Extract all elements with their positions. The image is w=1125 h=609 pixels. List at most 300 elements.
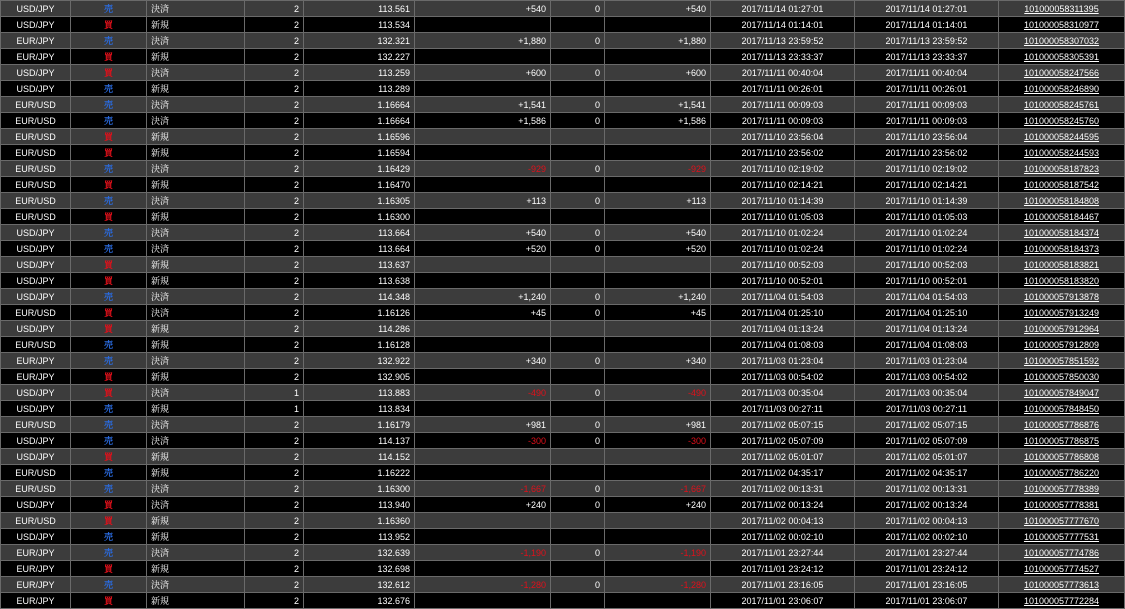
side-cell: 売 — [71, 161, 147, 177]
lots-cell: 2 — [245, 49, 304, 65]
table-row — [1, 97, 1125, 113]
side-cell: 買 — [71, 17, 147, 33]
lots-cell: 2 — [245, 433, 304, 449]
ticket-link[interactable]: 101000058184374 — [1023, 227, 1100, 238]
type-cell: 決済 — [147, 1, 245, 17]
table-row — [1, 385, 1125, 401]
ticket-link[interactable]: 101000057774527 — [1023, 563, 1100, 574]
ticket-link[interactable]: 101000058245761 — [1023, 99, 1100, 110]
ticket-link[interactable]: 101000057851592 — [1023, 355, 1100, 366]
total-cell: +1,880 — [605, 33, 711, 49]
close-time-cell: 2017/11/04 01:08:03 — [855, 337, 999, 353]
lots-cell: 2 — [245, 33, 304, 49]
price-cell: 113.664 — [304, 241, 415, 257]
pl-cell — [415, 529, 551, 545]
close-time-cell: 2017/11/01 23:24:12 — [855, 561, 999, 577]
ticket-link[interactable]: 101000057848450 — [1023, 403, 1100, 414]
type-cell: 新規 — [147, 145, 245, 161]
pl-cell — [415, 465, 551, 481]
side-cell: 買 — [71, 497, 147, 513]
open-time-cell: 2017/11/02 00:04:13 — [711, 513, 855, 529]
ticket-cell — [999, 305, 1125, 321]
lots-cell: 2 — [245, 353, 304, 369]
close-time-cell: 2017/11/01 23:27:44 — [855, 545, 999, 561]
ticket-cell — [999, 513, 1125, 529]
table-row — [1, 513, 1125, 529]
lots-cell: 2 — [245, 257, 304, 273]
ticket-link[interactable]: 101000058187542 — [1023, 179, 1100, 190]
ticket-link[interactable]: 101000057912809 — [1023, 339, 1100, 350]
ticket-link[interactable]: 101000058184373 — [1023, 243, 1100, 254]
lots-cell: 2 — [245, 529, 304, 545]
total-cell: -1,190 — [605, 545, 711, 561]
pl-cell: +1,880 — [415, 33, 551, 49]
pair-cell: USD/JPY — [1, 385, 71, 401]
pl-cell: -490 — [415, 385, 551, 401]
pair-cell: USD/JPY — [1, 289, 71, 305]
ticket-link[interactable]: 101000058183821 — [1023, 259, 1100, 270]
swap-cell — [551, 337, 605, 353]
pair-cell: USD/JPY — [1, 225, 71, 241]
close-time-cell: 2017/11/10 23:56:02 — [855, 145, 999, 161]
side-cell: 売 — [71, 465, 147, 481]
ticket-link[interactable]: 101000057786808 — [1023, 451, 1100, 462]
ticket-link[interactable]: 101000057777670 — [1023, 515, 1100, 526]
total-cell — [605, 177, 711, 193]
lots-cell: 2 — [245, 545, 304, 561]
swap-cell: 0 — [551, 225, 605, 241]
ticket-link[interactable]: 101000058305391 — [1023, 51, 1100, 62]
pair-cell: EUR/USD — [1, 209, 71, 225]
open-time-cell: 2017/11/10 23:56:04 — [711, 129, 855, 145]
type-cell: 決済 — [147, 481, 245, 497]
pl-cell — [415, 129, 551, 145]
ticket-link[interactable]: 101000057774786 — [1023, 547, 1100, 558]
side-cell: 売 — [71, 529, 147, 545]
ticket-link[interactable]: 101000057773613 — [1023, 579, 1100, 590]
ticket-link[interactable]: 101000057786220 — [1023, 467, 1100, 478]
open-time-cell: 2017/11/14 01:27:01 — [711, 1, 855, 17]
pl-cell — [415, 369, 551, 385]
ticket-link[interactable]: 101000057777531 — [1023, 531, 1100, 542]
pair-cell: EUR/JPY — [1, 33, 71, 49]
pair-cell: USD/JPY — [1, 529, 71, 545]
open-time-cell: 2017/11/04 01:25:10 — [711, 305, 855, 321]
ticket-link[interactable]: 101000057786875 — [1023, 435, 1100, 446]
close-time-cell: 2017/11/02 00:02:10 — [855, 529, 999, 545]
lots-cell: 2 — [245, 305, 304, 321]
ticket-cell — [999, 433, 1125, 449]
table-row — [1, 433, 1125, 449]
side-cell: 買 — [71, 561, 147, 577]
ticket-cell — [999, 193, 1125, 209]
open-time-cell: 2017/11/10 00:52:01 — [711, 273, 855, 289]
pl-cell — [415, 321, 551, 337]
pl-cell: +113 — [415, 193, 551, 209]
pair-cell: USD/JPY — [1, 401, 71, 417]
table-row — [1, 81, 1125, 97]
pl-cell — [415, 337, 551, 353]
open-time-cell: 2017/11/02 05:07:09 — [711, 433, 855, 449]
price-cell: 114.348 — [304, 289, 415, 305]
total-cell — [605, 529, 711, 545]
pl-cell — [415, 257, 551, 273]
total-cell: +1,586 — [605, 113, 711, 129]
price-cell: 1.16126 — [304, 305, 415, 321]
table-row — [1, 273, 1125, 289]
total-cell — [605, 513, 711, 529]
ticket-cell — [999, 369, 1125, 385]
side-cell: 売 — [71, 241, 147, 257]
swap-cell — [551, 401, 605, 417]
ticket-cell — [999, 145, 1125, 161]
type-cell: 決済 — [147, 193, 245, 209]
type-cell: 新規 — [147, 513, 245, 529]
ticket-link[interactable]: 101000057778389 — [1023, 483, 1100, 494]
price-cell: 113.259 — [304, 65, 415, 81]
swap-cell: 0 — [551, 65, 605, 81]
lots-cell: 2 — [245, 17, 304, 33]
side-cell: 売 — [71, 33, 147, 49]
lots-cell: 2 — [245, 337, 304, 353]
side-cell: 買 — [71, 257, 147, 273]
table-row — [1, 417, 1125, 433]
type-cell: 決済 — [147, 497, 245, 513]
side-cell: 買 — [71, 129, 147, 145]
side-cell: 売 — [71, 337, 147, 353]
close-time-cell: 2017/11/10 23:56:04 — [855, 129, 999, 145]
type-cell: 新規 — [147, 209, 245, 225]
lots-cell: 2 — [245, 209, 304, 225]
ticket-link[interactable]: 101000057849047 — [1023, 387, 1100, 398]
ticket-cell — [999, 129, 1125, 145]
open-time-cell: 2017/11/01 23:24:12 — [711, 561, 855, 577]
open-time-cell: 2017/11/03 00:27:11 — [711, 401, 855, 417]
lots-cell: 2 — [245, 289, 304, 305]
ticket-link[interactable]: 101000058311395 — [1024, 3, 1099, 14]
close-time-cell: 2017/11/02 00:13:24 — [855, 497, 999, 513]
pair-cell: EUR/JPY — [1, 353, 71, 369]
total-cell: +113 — [605, 193, 711, 209]
pl-cell — [415, 513, 551, 529]
table-row — [1, 49, 1125, 65]
ticket-cell — [999, 321, 1125, 337]
price-cell: 1.16470 — [304, 177, 415, 193]
side-cell: 買 — [71, 369, 147, 385]
swap-cell — [551, 145, 605, 161]
ticket-link[interactable]: 101000058244593 — [1023, 147, 1100, 158]
swap-cell — [551, 257, 605, 273]
swap-cell: 0 — [551, 193, 605, 209]
pl-cell — [415, 145, 551, 161]
ticket-cell — [999, 497, 1125, 513]
open-time-cell: 2017/11/02 05:07:15 — [711, 417, 855, 433]
ticket-cell — [999, 385, 1125, 401]
ticket-cell — [999, 225, 1125, 241]
side-cell: 売 — [71, 433, 147, 449]
side-cell: 買 — [71, 513, 147, 529]
lots-cell: 2 — [245, 593, 304, 609]
ticket-cell — [999, 161, 1125, 177]
ticket-cell — [999, 481, 1125, 497]
open-time-cell: 2017/11/11 00:09:03 — [711, 113, 855, 129]
open-time-cell: 2017/11/13 23:33:37 — [711, 49, 855, 65]
price-cell: 113.940 — [304, 497, 415, 513]
close-time-cell: 2017/11/11 00:26:01 — [855, 81, 999, 97]
close-time-cell: 2017/11/10 01:14:39 — [855, 193, 999, 209]
open-time-cell: 2017/11/14 01:14:01 — [711, 17, 855, 33]
type-cell: 決済 — [147, 545, 245, 561]
open-time-cell: 2017/11/02 04:35:17 — [711, 465, 855, 481]
open-time-cell: 2017/11/13 23:59:52 — [711, 33, 855, 49]
swap-cell — [551, 449, 605, 465]
ticket-link[interactable]: 101000058247566 — [1023, 67, 1100, 78]
open-time-cell: 2017/11/10 01:02:24 — [711, 225, 855, 241]
pl-cell: +981 — [415, 417, 551, 433]
side-cell: 買 — [71, 65, 147, 81]
pl-cell: +1,586 — [415, 113, 551, 129]
pair-cell: USD/JPY — [1, 321, 71, 337]
swap-cell: 0 — [551, 385, 605, 401]
total-cell: -490 — [605, 385, 711, 401]
pair-cell: EUR/USD — [1, 193, 71, 209]
pair-cell: USD/JPY — [1, 17, 71, 33]
open-time-cell: 2017/11/04 01:54:03 — [711, 289, 855, 305]
ticket-link[interactable]: 101000057850030 — [1023, 371, 1100, 382]
type-cell: 新規 — [147, 369, 245, 385]
total-cell: -929 — [605, 161, 711, 177]
side-cell: 買 — [71, 449, 147, 465]
type-cell: 決済 — [147, 417, 245, 433]
type-cell: 新規 — [147, 129, 245, 145]
ticket-link[interactable]: 101000057913249 — [1023, 307, 1100, 318]
table-row — [1, 1, 1125, 17]
total-cell — [605, 273, 711, 289]
table-row — [1, 65, 1125, 81]
ticket-cell — [999, 113, 1125, 129]
pair-cell: EUR/JPY — [1, 593, 71, 609]
table-row — [1, 225, 1125, 241]
ticket-link[interactable]: 101000058184467 — [1023, 211, 1100, 222]
lots-cell: 2 — [245, 577, 304, 593]
close-time-cell: 2017/11/02 04:35:17 — [855, 465, 999, 481]
total-cell — [605, 145, 711, 161]
pl-cell: -300 — [415, 433, 551, 449]
ticket-link[interactable]: 101000058184808 — [1023, 195, 1100, 206]
type-cell: 決済 — [147, 97, 245, 113]
side-cell: 売 — [71, 81, 147, 97]
lots-cell: 2 — [245, 113, 304, 129]
swap-cell — [551, 209, 605, 225]
pair-cell: EUR/USD — [1, 465, 71, 481]
table-row — [1, 193, 1125, 209]
swap-cell: 0 — [551, 113, 605, 129]
open-time-cell: 2017/11/01 23:27:44 — [711, 545, 855, 561]
total-cell: -300 — [605, 433, 711, 449]
total-cell: -1,280 — [605, 577, 711, 593]
open-time-cell: 2017/11/01 23:16:05 — [711, 577, 855, 593]
price-cell: 132.905 — [304, 369, 415, 385]
table-row — [1, 577, 1125, 593]
lots-cell: 2 — [245, 225, 304, 241]
side-cell: 売 — [71, 481, 147, 497]
pair-cell: USD/JPY — [1, 241, 71, 257]
table-row — [1, 289, 1125, 305]
total-cell: +981 — [605, 417, 711, 433]
type-cell: 新規 — [147, 337, 245, 353]
total-cell — [605, 49, 711, 65]
table-row — [1, 209, 1125, 225]
table-row — [1, 337, 1125, 353]
pl-cell: +340 — [415, 353, 551, 369]
lots-cell: 2 — [245, 81, 304, 97]
swap-cell: 0 — [551, 545, 605, 561]
type-cell: 決済 — [147, 225, 245, 241]
lots-cell: 2 — [245, 161, 304, 177]
price-cell: 132.227 — [304, 49, 415, 65]
ticket-link[interactable]: 101000058307032 — [1023, 35, 1100, 46]
close-time-cell: 2017/11/10 02:14:21 — [855, 177, 999, 193]
pl-cell: +600 — [415, 65, 551, 81]
side-cell: 売 — [71, 193, 147, 209]
close-time-cell: 2017/11/03 00:35:04 — [855, 385, 999, 401]
price-cell: 114.137 — [304, 433, 415, 449]
ticket-cell — [999, 241, 1125, 257]
type-cell: 新規 — [147, 321, 245, 337]
total-cell: +600 — [605, 65, 711, 81]
total-cell — [605, 17, 711, 33]
total-cell — [605, 257, 711, 273]
ticket-link[interactable]: 101000058245760 — [1023, 115, 1100, 126]
type-cell: 決済 — [147, 65, 245, 81]
total-cell: +240 — [605, 497, 711, 513]
type-cell: 新規 — [147, 449, 245, 465]
pl-cell: +540 — [415, 225, 551, 241]
side-cell: 買 — [71, 385, 147, 401]
total-cell: +540 — [605, 1, 711, 17]
close-time-cell: 2017/11/10 01:02:24 — [855, 225, 999, 241]
pair-cell: USD/JPY — [1, 81, 71, 97]
ticket-cell — [999, 81, 1125, 97]
ticket-cell — [999, 65, 1125, 81]
lots-cell: 2 — [245, 497, 304, 513]
open-time-cell: 2017/11/01 23:06:07 — [711, 593, 855, 609]
swap-cell: 0 — [551, 497, 605, 513]
ticket-link[interactable]: 101000057912964 — [1023, 323, 1100, 334]
pair-cell: USD/JPY — [1, 65, 71, 81]
table-row — [1, 305, 1125, 321]
close-time-cell: 2017/11/14 01:14:01 — [855, 17, 999, 33]
total-cell: -1,667 — [605, 481, 711, 497]
ticket-link[interactable]: 101000057778381 — [1023, 499, 1100, 510]
type-cell: 新規 — [147, 401, 245, 417]
side-cell: 売 — [71, 353, 147, 369]
swap-cell: 0 — [551, 305, 605, 321]
swap-cell — [551, 513, 605, 529]
ticket-cell — [999, 561, 1125, 577]
type-cell: 新規 — [147, 81, 245, 97]
swap-cell: 0 — [551, 97, 605, 113]
ticket-cell — [999, 49, 1125, 65]
ticket-cell — [999, 593, 1125, 609]
swap-cell — [551, 177, 605, 193]
pl-cell — [415, 593, 551, 609]
ticket-link[interactable]: 101000058244595 — [1023, 131, 1100, 142]
price-cell: 132.676 — [304, 593, 415, 609]
lots-cell: 2 — [245, 193, 304, 209]
total-cell — [605, 401, 711, 417]
side-cell: 買 — [71, 209, 147, 225]
pl-cell: -1,667 — [415, 481, 551, 497]
swap-cell: 0 — [551, 241, 605, 257]
open-time-cell: 2017/11/11 00:09:03 — [711, 97, 855, 113]
ticket-link[interactable]: 101000058310977 — [1023, 19, 1100, 30]
ticket-cell — [999, 353, 1125, 369]
pair-cell: EUR/USD — [1, 481, 71, 497]
type-cell: 決済 — [147, 385, 245, 401]
side-cell: 売 — [71, 545, 147, 561]
ticket-link[interactable]: 101000058187823 — [1023, 163, 1100, 174]
open-time-cell: 2017/11/04 01:08:03 — [711, 337, 855, 353]
trade-rows — [1, 1, 1125, 609]
close-time-cell: 2017/11/14 01:27:01 — [855, 1, 999, 17]
open-time-cell: 2017/11/11 00:26:01 — [711, 81, 855, 97]
table-row — [1, 369, 1125, 385]
close-time-cell: 2017/11/04 01:25:10 — [855, 305, 999, 321]
ticket-link[interactable]: 101000057786876 — [1023, 419, 1100, 430]
ticket-cell — [999, 257, 1125, 273]
price-cell: 1.16429 — [304, 161, 415, 177]
table-row — [1, 529, 1125, 545]
total-cell: +45 — [605, 305, 711, 321]
price-cell: 1.16128 — [304, 337, 415, 353]
pl-cell: +520 — [415, 241, 551, 257]
pair-cell: USD/JPY — [1, 449, 71, 465]
open-time-cell: 2017/11/10 01:02:24 — [711, 241, 855, 257]
close-time-cell: 2017/11/03 00:54:02 — [855, 369, 999, 385]
price-cell: 132.639 — [304, 545, 415, 561]
ticket-link[interactable]: 101000057772284 — [1023, 595, 1100, 606]
open-time-cell: 2017/11/10 00:52:03 — [711, 257, 855, 273]
price-cell: 132.612 — [304, 577, 415, 593]
close-time-cell: 2017/11/03 01:23:04 — [855, 353, 999, 369]
pl-cell: +45 — [415, 305, 551, 321]
table-row — [1, 353, 1125, 369]
side-cell: 売 — [71, 289, 147, 305]
pl-cell — [415, 209, 551, 225]
lots-cell: 2 — [245, 481, 304, 497]
ticket-cell — [999, 209, 1125, 225]
pl-cell: -1,190 — [415, 545, 551, 561]
ticket-link[interactable]: 101000057913878 — [1023, 291, 1100, 302]
open-time-cell: 2017/11/10 01:14:39 — [711, 193, 855, 209]
type-cell: 決済 — [147, 305, 245, 321]
price-cell: 113.561 — [304, 1, 415, 17]
ticket-link[interactable]: 101000058246890 — [1023, 83, 1100, 94]
side-cell: 売 — [71, 577, 147, 593]
ticket-link[interactable]: 101000058183820 — [1023, 275, 1100, 286]
ticket-cell — [999, 1, 1125, 17]
type-cell: 決済 — [147, 113, 245, 129]
total-cell — [605, 593, 711, 609]
table-row — [1, 113, 1125, 129]
close-time-cell: 2017/11/02 00:13:31 — [855, 481, 999, 497]
type-cell: 新規 — [147, 273, 245, 289]
table-row — [1, 561, 1125, 577]
swap-cell: 0 — [551, 353, 605, 369]
ticket-cell — [999, 273, 1125, 289]
close-time-cell: 2017/11/11 00:09:03 — [855, 97, 999, 113]
